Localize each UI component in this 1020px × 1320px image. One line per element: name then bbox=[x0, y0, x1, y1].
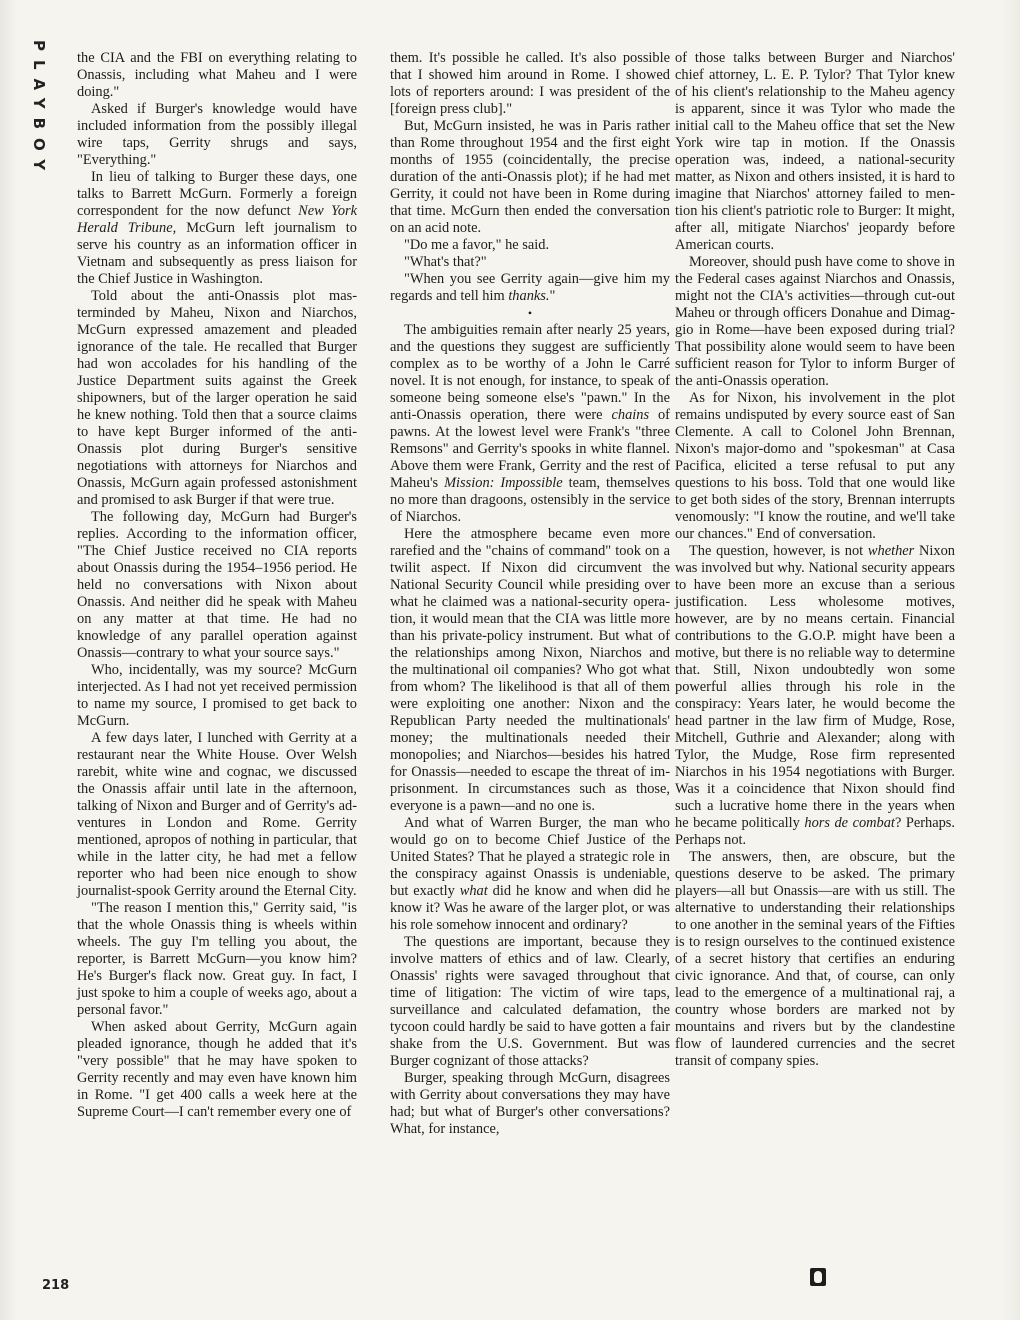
text-run: " bbox=[549, 288, 556, 304]
emphasis: whether bbox=[867, 543, 915, 559]
paragraph: Moreover, should push have come to shove in the Federal cases against Niarchos and Onassis, might not the CIA's activities—through cut-out Maheu or through officers Donahue and Dimaggio in Rome—have been exposed during trial? That possibility alone would seem to have been sufficient reason for Tylor to inform Burger of the anti-Onassis operation. bbox=[675, 254, 955, 389]
paragraph: The answers, then, are obscure, but the questions deserve to be asked. The primary players—all but Onassis—are with us still. The alternative to understanding their relationships to one another in the seminal years of the Fifties is to resign ourselves to the continued existence of a secret history that certifies an enduring civic ignorance. And that, of course, can only lead to the emergence of a multinational raj, a country whose borders are marked not by mountains and rivers but by the clandestine flow of laundered currencies and the secret transit of company spies. bbox=[675, 849, 955, 1069]
scan-edge-left bbox=[0, 0, 18, 1320]
paragraph: Told about the anti-Onassis plot masterminded by Maheu, Nixon and Niarchos, McGurn expressed amazement and pleaded ignorance of the tale. He recalled that Burger had won accolades for his handling of the Justice Department suits against the Greek shipowners, but of the larger operation he said he knew nothing. Told then that a source claims to have kept Burger informed of the anti-Onassis plot during Burger's sensitive negotiations with attorneys for Niarchos and Onassis, McGurn again professed astonishment and promised to ask Burger if that were true. bbox=[77, 288, 357, 508]
scan-edge-right bbox=[1002, 0, 1020, 1320]
text-run: The ambiguities remain after nearly 25 years, and the questions they suggest are sufficiently complex as to be worthy of a John le Carré novel. It is not enough, for instance, to speak of someone being someone else's "pawn." In the anti-Onassis operation, there were bbox=[390, 322, 670, 423]
paragraph: "The reason I mention this," Gerrity said, "is that the whole Onassis thing is wheels within wheels. The guy I'm telling you about, the reporter, is Barrett McGurn—you know him? He's Burger's flack now. Great guy. In fact, I just spoke to him a couple of weeks ago, about a personal favor." bbox=[77, 900, 357, 1018]
article-column-1 bbox=[77, 50, 357, 1121]
paragraph: them. It's possible he called. It's also possible that I showed him around in Rome. I showed lots of reporters around: I was president of the [foreign press club]." bbox=[390, 50, 670, 117]
text-run: team, themselves no more than dragoons, ostensibly in the service of Niarchos. bbox=[390, 475, 670, 525]
emphasis: thanks. bbox=[508, 288, 550, 304]
paragraph: But, McGurn insisted, he was in Paris rather than Rome throughout 1954 and the first eight months of 1955 (coincidentally, the precise duration of the anti-Onassis plot); if he had met Gerrity, it could not have been in Rome during that time. McGurn then ended the conversation on an acid note. bbox=[390, 118, 670, 236]
article-column-2 bbox=[390, 50, 670, 1138]
paragraph bbox=[390, 271, 670, 305]
text-run: ? Perhaps. Perhaps not. bbox=[675, 815, 955, 848]
page-number: 218 bbox=[42, 1278, 70, 1293]
magazine-name-text: PLAYBOY bbox=[30, 40, 48, 180]
paragraph: Burger, speaking through McGurn, disagrees with Gerrity about conversations they may have had; but what of Burger's other conversations? What, for instance, bbox=[390, 1070, 670, 1137]
paragraph: The questions are important, because they involve matters of ethics and of law. Clearly, Onassis' rights were savaged throughout that time of litigation: The victim of wire taps, surveillance and calculated defamation, the tycoon could hardly be said to have gotten a fair shake from the U.S. Government. But was Burger cognizant of those attacks? bbox=[390, 934, 670, 1069]
text-run: Nixon was involved but why. National security appears to have been more an excuse than a serious justification. Less wholesome motives, however, are by no means certain. Financial contributions to the G.O.P. might have been a motive, but there is no reliable way to determine that. Still, Nixon undoubtedly won some powerful allies through his role in the conspiracy: Years later, he would become the head partner in the law firm of Mudge, Rose, Mitchell, Guthrie and Alexander; along with Tylor, the Mudge, Rose firm represented Niarchos in his 1954 negotiations with Burger. Was it a coincidence that Nixon should find such a lucrative home there in the years when he became politically bbox=[675, 543, 955, 831]
publication-title: New York Herald Tribune, bbox=[77, 203, 358, 236]
paragraph: the CIA and the FBI on everything relating to Onassis, including what Maheu and I were doing." bbox=[77, 50, 357, 100]
paragraph: Here the atmosphere became even more rarefied and the "chains of command" took on a twilit aspect. If Nixon did circumvent the National Security Council while presiding over what he claimed was a national-security operation, it would mean that the CIA was little more than his private-policy instrument. But what of the relationships among Nixon, Niarchos and the multinational oil companies? Who got what from whom? The likelihood is that all of them were exploiting one another: Nixon and the Republican Party needed the multinationals' money; the multinationals needed their monopolies; and Niarchos—besides his hatred for Onassis—needed to escape the threat of imprisonment. In circumstances such as those, everyone is a pawn—and no one is. bbox=[390, 526, 670, 814]
paragraph: A few days later, I lunched with Gerrity at a restaurant near the White House. Over Welsh rarebit, white wine and cognac, we discussed the Onassis affair until late in the afternoon, talking of Nixon and Burger and of Gerrity's adventures in London and Rome. Gerrity mentioned, apropos of nothing in particular, that while in the latter city, he had met a fellow reporter who had been nice enough to show journalist-spook Gerrity around the Eternal City. bbox=[77, 730, 357, 899]
article-column-3 bbox=[675, 50, 955, 1070]
paragraph bbox=[675, 543, 955, 849]
emphasis: what bbox=[459, 883, 488, 899]
text-run: In lieu of talking to Burger these days, one talks to Barrett McGurn. Formerly a foreign correspondent for the now defunct bbox=[77, 169, 357, 219]
text-run: McGurn left journalism to serve his country as an information officer in Vietnam and subsequently as press liaison for the Chief Justice in Washington. bbox=[77, 220, 357, 287]
emphasis: hors de combat bbox=[804, 815, 895, 831]
paragraph bbox=[390, 815, 670, 934]
text-run: of pawns. At the lowest level were Frank's "three Remsons" and Gerrity's spooks in white flannel. Above them were Frank, Gerrity and the rest of Maheu's bbox=[390, 407, 670, 491]
paragraph bbox=[390, 322, 670, 526]
text-run: And what of Warren Burger, the man who would go on to become Chief Justice of the United States? That he played a strategic role in the conspiracy against Onassis is undeniable, but exactly bbox=[390, 815, 670, 899]
paragraph: of those talks between Burger and Niarchos' chief attorney, L. E. P. Tylor? That Tylor knew of his client's relationship to the Maheu agency is apparent, since it was Tylor who made the initial call to the Maheu office that set the New York wire tap in motion. If the Onassis operation was, indeed, a national-security matter, as Nixon and others insisted, it is hard to imagine that Niarchos' attorney failed to mention his client's patriotic role to Burger: It might, after all, mitigate Niarchos' jeopardy before American courts. bbox=[675, 50, 955, 253]
paragraph: Asked if Burger's knowledge would have included information from the possibly illegal wire taps, Gerrity shrugs and says, "Everything." bbox=[77, 101, 357, 168]
paragraph: As for Nixon, his involvement in the plot remains undisputed by every source east of San Clemente. A call to Colonel John Brennan, Nixon's major-domo and "spokesman" at Casa Pacifica, elicited a terse refusal to put any questions to his boss. Told that one would like to get both sides of the story, Brennan interrupts venomously: "I know the routine, and we'll take our chances." End of conversation. bbox=[675, 390, 955, 542]
end-mark-bunny-icon bbox=[810, 1268, 826, 1286]
paragraph: Who, incidentally, was my source? McGurn interjected. As I had not yet received permission to name my source, I promised to get back to McGurn. bbox=[77, 662, 357, 729]
text-run: "When you see Gerrity again—give him my regards and tell him bbox=[390, 271, 670, 304]
paragraph: "Do me a favor," he said. bbox=[404, 237, 550, 253]
paragraph: The following day, McGurn had Burger's replies. According to the information officer, "The Chief Justice received no CIA reports about Onassis during the 1954–1956 period. He held no conversations with Nixon about Onassis. And neither did he speak with Maheu on any matter at that time. He had no knowledge of any parallel operation against Onassis—contrary to what your source says." bbox=[77, 509, 357, 661]
text-run: did he know and when did he know it? Was he aware of the larger plot, or was his role somehow innocent and ordinary? bbox=[390, 883, 670, 933]
section-break-bullet: • bbox=[527, 306, 533, 320]
emphasis: Mission: Impossible bbox=[444, 475, 563, 491]
emphasis: chains bbox=[611, 407, 650, 423]
paragraph: "What's that?" bbox=[404, 254, 487, 270]
paragraph: When asked about Gerrity, McGurn again pleaded ignorance, though he added that it's "very possible" that he may have spoken to Gerrity recently and may even have known him in Rome. "I get 400 calls a week here at the Supreme Court—I can't remember every one of bbox=[77, 1019, 357, 1120]
paragraph bbox=[77, 169, 357, 288]
text-run: The question, however, is not bbox=[689, 543, 864, 559]
magazine-name bbox=[30, 40, 48, 220]
